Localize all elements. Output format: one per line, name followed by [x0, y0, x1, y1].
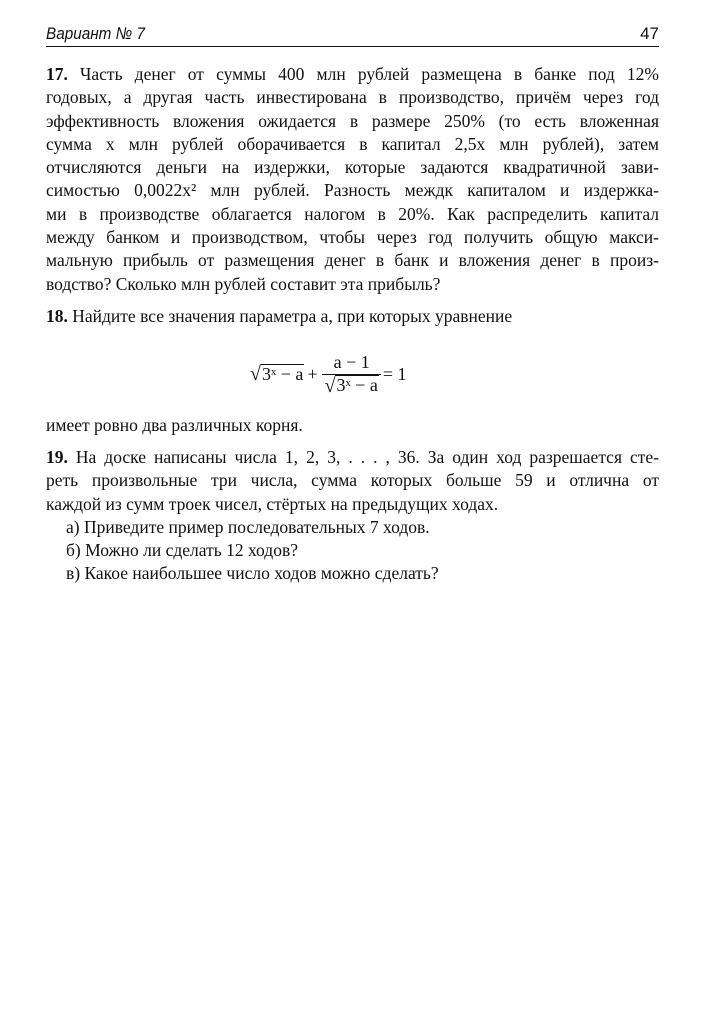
- fraction: [324, 352, 378, 395]
- text-line: отчисляются деньги на издержки, которые задаются квадратичной зави-: [46, 157, 659, 178]
- text-line: реть произвольные три числа, сумма которых больше 59 и отлична от: [46, 470, 659, 491]
- equals-one: = 1: [382, 363, 407, 384]
- problem-17: [46, 63, 659, 296]
- plus-sign: +: [307, 363, 318, 384]
- sub-question-a: а) Приведите пример последовательных 7 ходов.: [66, 516, 430, 537]
- problem-19: [46, 446, 659, 586]
- numerator: a − 1: [322, 352, 380, 375]
- text-line: сумма x млн рублей оборачивается в капитал 2,5x млн рублей), затем: [46, 133, 659, 154]
- sub-question-b: б) Можно ли сделать 12 ходов?: [66, 540, 298, 561]
- problem-number: 19.: [46, 447, 68, 467]
- text-line: водство? Сколько млн рублей составит эта прибыль?: [46, 273, 441, 294]
- text-line: симостью 0,0022x² млн рублей. Разность междк капиталом и издержка-: [46, 180, 659, 201]
- problem-number: 17.: [46, 64, 68, 84]
- radicand: 3ˣ − a: [261, 363, 304, 384]
- text-line: каждой из сумм троек чисел, стёртых на предыдущих ходах.: [46, 493, 499, 514]
- text-line: На доске написаны числа 1, 2, 3, . . . , 36. За один ход разрешается сте-: [75, 447, 660, 467]
- text-line: Найдите все значения параметра a, при которых уравнение: [72, 306, 513, 326]
- page-header: [46, 22, 659, 47]
- text-line: годовых, а другая часть инвестирована в производство, причём через год: [46, 87, 659, 108]
- denominator-root: √ 3ˣ − a: [324, 374, 378, 397]
- radicand: 3ˣ − a: [336, 374, 378, 395]
- text-line: ми в производстве облагается налогом в 20%. Как распределить капитал: [46, 203, 659, 224]
- running-title: Вариант № 7: [46, 24, 145, 43]
- text-line: мальную прибыль от размещения денег в банк и вложения денег в произ-: [46, 250, 659, 271]
- problem-number: 18.: [46, 306, 68, 326]
- equation: [250, 348, 406, 400]
- square-root: √ 3ˣ − a: [250, 363, 304, 386]
- text-line: эффективность вложения ожидается в размере 250% (то есть вложенная: [46, 110, 659, 131]
- page-number: 47: [640, 24, 659, 43]
- problem-18: [46, 305, 659, 328]
- text-line: имеет ровно два различных корня.: [46, 415, 303, 435]
- text-line: между банком и производством, чтобы через год получить общую макси-: [46, 227, 659, 248]
- text-line: Часть денег от суммы 400 млн рублей размещена в банке под 12%: [80, 64, 659, 84]
- sub-question-c: в) Какое наибольшее число ходов можно сделать?: [66, 563, 439, 584]
- problem-18-outro: [46, 414, 659, 437]
